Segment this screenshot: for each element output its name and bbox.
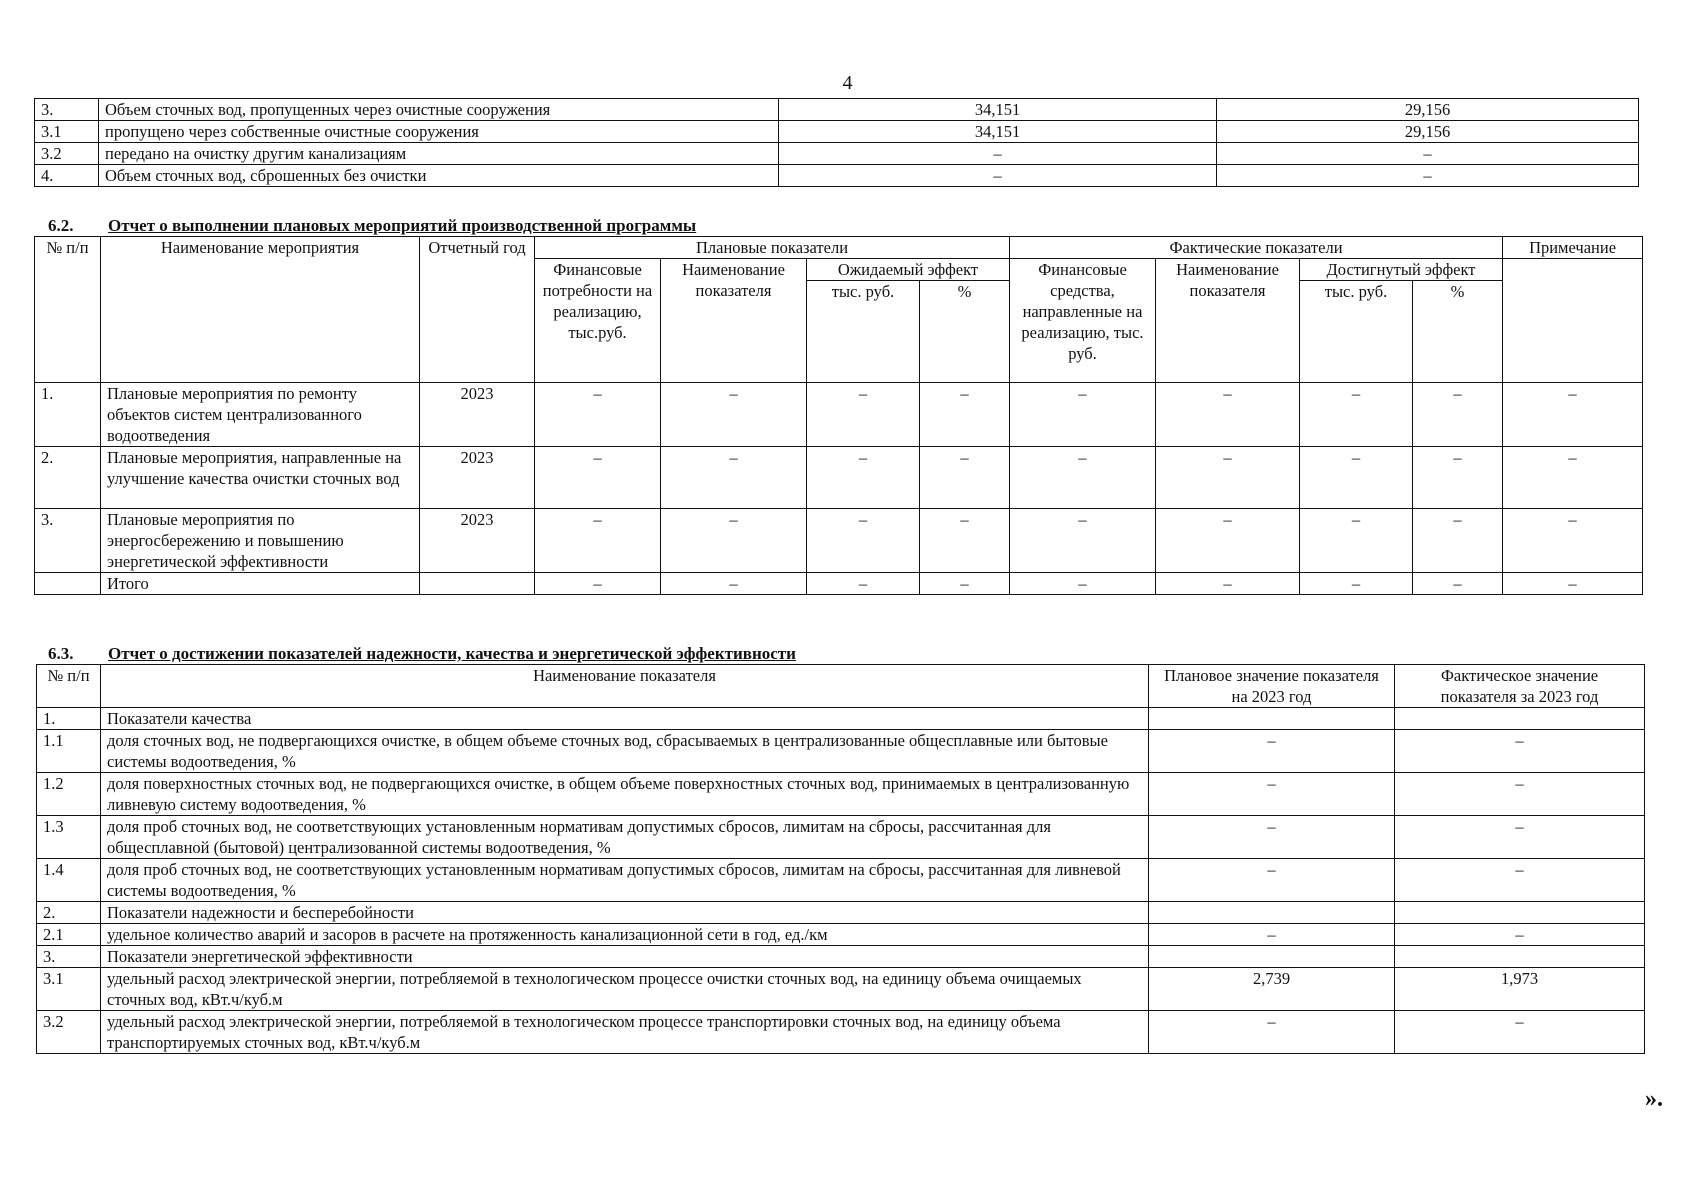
row-fact-value: – (1395, 816, 1645, 859)
row-fact-value: 1,973 (1395, 968, 1645, 1011)
row-label: передано на очистку другим канализациям (99, 143, 779, 165)
closing-quote-mark: ». (1645, 1086, 1663, 1112)
total-empty-value: – (1156, 573, 1300, 595)
header-num: № п/п (35, 237, 101, 383)
row-empty-value: – (807, 509, 920, 573)
table-row (35, 383, 1643, 447)
total-label: Итого (101, 573, 420, 595)
table-row (37, 946, 1645, 968)
row-number: 2.1 (37, 924, 101, 946)
table-row (37, 924, 1645, 946)
row-indicator-name: Показатели надежности и бесперебойности (101, 902, 1149, 924)
row-activity-name: Плановые мероприятия, направленные на улучшение качества очистки сточных вод (101, 447, 420, 509)
total-empty-value: – (661, 573, 807, 595)
row-number: 3.1 (35, 121, 99, 143)
row-number: 1.1 (37, 730, 101, 773)
header-plan-pct: % (920, 281, 1010, 383)
wastewater-volume-table (34, 98, 1639, 187)
row-empty-value: – (1156, 509, 1300, 573)
row-empty-value: – (1156, 383, 1300, 447)
section-title-text: Отчет о достижении показателей надежности, качества и энергетической эффективности (108, 644, 796, 663)
row-empty-value: – (1503, 383, 1643, 447)
row-empty-value: – (1413, 509, 1503, 573)
table-row (37, 902, 1645, 924)
row-number: 1. (35, 383, 101, 447)
row-value-fact: 29,156 (1217, 121, 1639, 143)
row-empty-value: – (661, 383, 807, 447)
row-indicator-name: доля проб сточных вод, не соответствующих установленным нормативам допустимых сбросов, лимитам на сбросы, рассчитанная для общесплавной (бытовой) централизованной системы водоотведения, % (101, 816, 1149, 859)
row-number: 1.2 (37, 773, 101, 816)
total-empty-value: – (1010, 573, 1156, 595)
table-row (35, 143, 1639, 165)
row-year: 2023 (420, 383, 535, 447)
row-number: 2. (37, 902, 101, 924)
row-number: 1. (37, 708, 101, 730)
row-indicator-name: удельный расход электрической энергии, потребляемой в технологическом процессе очистки сточных вод, на единицу объема очищаемых сточных вод, кВт.ч/куб.м (101, 968, 1149, 1011)
row-number: 3. (37, 946, 101, 968)
row-empty-value: – (1010, 447, 1156, 509)
row-empty-value: – (920, 509, 1010, 573)
total-row (35, 573, 1643, 595)
header-fact-financial: Финансовые средства, направленные на реализацию, тыс. руб. (1010, 259, 1156, 383)
row-empty-value: – (1010, 509, 1156, 573)
row-empty-value: – (1300, 447, 1413, 509)
total-empty-value: – (1300, 573, 1413, 595)
indicators-table (36, 664, 1645, 1054)
total-empty-value: – (1503, 573, 1643, 595)
table-row (35, 121, 1639, 143)
row-number: 3. (35, 99, 99, 121)
header-num: № п/п (37, 665, 101, 708)
table-row (35, 509, 1643, 573)
header-plan-effect: Ожидаемый эффект (807, 259, 1010, 281)
row-fact-value: – (1395, 859, 1645, 902)
row-fact-value (1395, 946, 1645, 968)
header-fact-effect: Достигнутый эффект (1300, 259, 1503, 281)
row-value-plan: 34,151 (779, 99, 1217, 121)
total-empty-value: – (1413, 573, 1503, 595)
row-plan-value: 2,739 (1149, 968, 1395, 1011)
section-title-text: Отчет о выполнении плановых мероприятий производственной программы (108, 216, 697, 235)
row-plan-value: – (1149, 730, 1395, 773)
row-fact-value (1395, 708, 1645, 730)
total-empty-value: – (920, 573, 1010, 595)
header-fact-value: Фактическое значение показателя за 2023 год (1395, 665, 1645, 708)
row-number: 2. (35, 447, 101, 509)
planned-activities-table (34, 236, 1643, 595)
row-activity-name: Плановые мероприятия по энергосбережению и повышению энергетической эффективности (101, 509, 420, 573)
total-empty-value: – (807, 573, 920, 595)
row-plan-value (1149, 946, 1395, 968)
row-empty-value: – (920, 383, 1010, 447)
row-value-fact: 29,156 (1217, 99, 1639, 121)
row-plan-value: – (1149, 773, 1395, 816)
section-6-3-title (34, 644, 796, 664)
row-empty-value: – (1010, 383, 1156, 447)
row-plan-value: – (1149, 859, 1395, 902)
row-indicator-name: доля поверхностных сточных вод, не подвергающихся очистке, в общем объеме поверхностных сточных вод, принимаемых в централизованную ливневую систему водоотведения, % (101, 773, 1149, 816)
row-fact-value: – (1395, 1011, 1645, 1054)
row-label: Объем сточных вод, пропущенных через очистные сооружения (99, 99, 779, 121)
row-plan-value: – (1149, 1011, 1395, 1054)
row-year: 2023 (420, 509, 535, 573)
row-value-fact: – (1217, 143, 1639, 165)
row-fact-value (1395, 902, 1645, 924)
total-empty-value: – (535, 573, 661, 595)
row-indicator-name: Показатели энергетической эффективности (101, 946, 1149, 968)
header-note-blank (1503, 259, 1643, 383)
row-empty-value: – (535, 383, 661, 447)
table-row (37, 730, 1645, 773)
row-number: 3.1 (37, 968, 101, 1011)
row-number: 3. (35, 509, 101, 573)
header-fact-pct: % (1413, 281, 1503, 383)
row-value-plan: – (779, 143, 1217, 165)
header-plan-group: Плановые показатели (535, 237, 1010, 259)
row-indicator-name: удельный расход электрической энергии, потребляемой в технологическом процессе транспортировки сточных вод, на единицу объема транспортируемых сточных вод, кВт.ч/куб.м (101, 1011, 1149, 1054)
section-number: 6.3. (48, 644, 74, 663)
row-empty-value: – (1503, 447, 1643, 509)
row-plan-value (1149, 708, 1395, 730)
row-empty-value: – (535, 509, 661, 573)
row-plan-value: – (1149, 924, 1395, 946)
row-number: 3.2 (35, 143, 99, 165)
header-plan-indicator: Наименование показателя (661, 259, 807, 383)
row-empty-value: – (1413, 383, 1503, 447)
header-report-year: Отчетный год (420, 237, 535, 383)
page-number: 4 (842, 72, 853, 94)
row-empty-value: – (1156, 447, 1300, 509)
row-empty-value: – (807, 383, 920, 447)
table-row (35, 447, 1643, 509)
table-row (35, 99, 1639, 121)
row-value-fact: – (1217, 165, 1639, 187)
header-fact-indicator: Наименование показателя (1156, 259, 1300, 383)
table-row (37, 968, 1645, 1011)
row-fact-value: – (1395, 730, 1645, 773)
row-empty-value: – (1300, 383, 1413, 447)
table-row (35, 165, 1639, 187)
row-plan-value: – (1149, 816, 1395, 859)
table-row (37, 816, 1645, 859)
row-label: пропущено через собственные очистные сооружения (99, 121, 779, 143)
row-label: Объем сточных вод, сброшенных без очистки (99, 165, 779, 187)
row-empty-value: – (661, 447, 807, 509)
total-num-blank (35, 573, 101, 595)
row-plan-value (1149, 902, 1395, 924)
row-number: 1.3 (37, 816, 101, 859)
row-number: 4. (35, 165, 99, 187)
header-plan-rub: тыс. руб. (807, 281, 920, 383)
row-number: 1.4 (37, 859, 101, 902)
header-fact-group: Фактические показатели (1010, 237, 1503, 259)
header-note: Примечание (1503, 237, 1643, 259)
row-indicator-name: Показатели качества (101, 708, 1149, 730)
row-year: 2023 (420, 447, 535, 509)
row-empty-value: – (1503, 509, 1643, 573)
table-row (37, 773, 1645, 816)
row-indicator-name: доля сточных вод, не подвергающихся очистке, в общем объеме сточных вод, сбрасываемых в централизованные общесплавные или бытовые системы водоотведения, % (101, 730, 1149, 773)
row-empty-value: – (1413, 447, 1503, 509)
row-fact-value: – (1395, 924, 1645, 946)
row-empty-value: – (1300, 509, 1413, 573)
row-indicator-name: доля проб сточных вод, не соответствующих установленным нормативам допустимых сбросов, лимитам на сбросы, рассчитанная для ливневой системы водоотведения, % (101, 859, 1149, 902)
section-number: 6.2. (48, 216, 74, 235)
table-row (37, 859, 1645, 902)
row-activity-name: Плановые мероприятия по ремонту объектов систем централизованного водоотведения (101, 383, 420, 447)
table-row (37, 1011, 1645, 1054)
row-number: 3.2 (37, 1011, 101, 1054)
row-fact-value: – (1395, 773, 1645, 816)
header-activity-name: Наименование мероприятия (101, 237, 420, 383)
header-fact-rub: тыс. руб. (1300, 281, 1413, 383)
row-empty-value: – (920, 447, 1010, 509)
row-indicator-name: удельное количество аварий и засоров в расчете на протяженность канализационной сети в год, ед./км (101, 924, 1149, 946)
row-value-plan: – (779, 165, 1217, 187)
table-row (37, 708, 1645, 730)
header-plan-financial: Финансовые потребности на реализацию, тыс.руб. (535, 259, 661, 383)
row-empty-value: – (535, 447, 661, 509)
header-plan-value: Плановое значение показателя на 2023 год (1149, 665, 1395, 708)
header-indicator-name: Наименование показателя (101, 665, 1149, 708)
row-value-plan: 34,151 (779, 121, 1217, 143)
total-year-blank (420, 573, 535, 595)
row-empty-value: – (661, 509, 807, 573)
section-6-2-title (34, 216, 696, 236)
row-empty-value: – (807, 447, 920, 509)
